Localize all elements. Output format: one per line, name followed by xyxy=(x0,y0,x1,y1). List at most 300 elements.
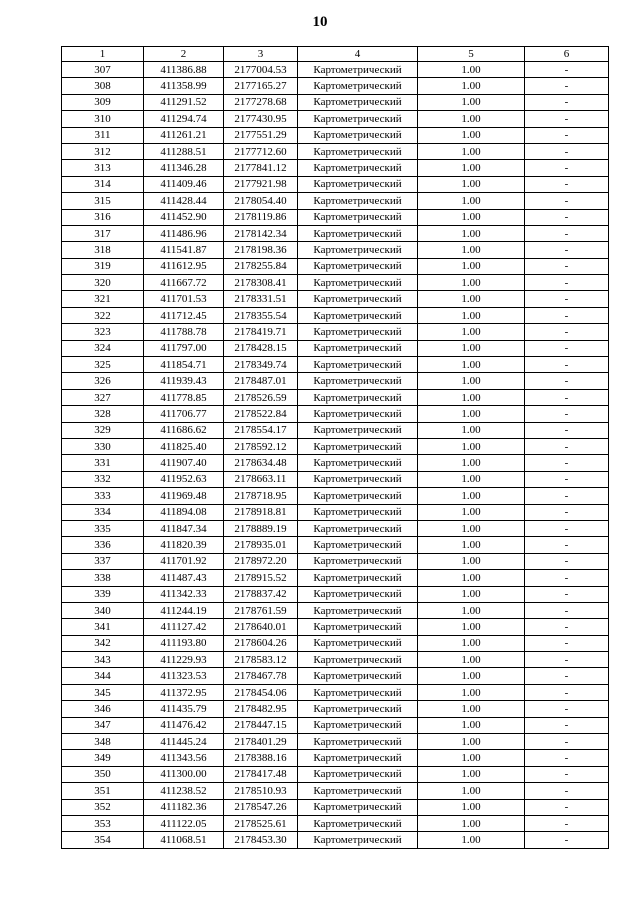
note-cell: - xyxy=(525,406,609,422)
table-row xyxy=(62,455,609,471)
note-cell: - xyxy=(525,242,609,258)
table-row xyxy=(62,111,609,127)
accuracy-cell: 1.00 xyxy=(418,586,525,602)
y-coordinate-cell: 2178889.19 xyxy=(224,520,298,536)
point-number-cell: 347 xyxy=(62,717,144,733)
note-cell: - xyxy=(525,783,609,799)
y-coordinate-cell: 2178592.12 xyxy=(224,438,298,454)
accuracy-cell: 1.00 xyxy=(418,553,525,569)
y-coordinate-cell: 2177712.60 xyxy=(224,143,298,159)
x-coordinate-cell: 411291.52 xyxy=(144,94,224,110)
x-coordinate-cell: 411476.42 xyxy=(144,717,224,733)
x-coordinate-cell: 411969.48 xyxy=(144,488,224,504)
y-coordinate-cell: 2177278.68 xyxy=(224,94,298,110)
x-coordinate-cell: 411541.87 xyxy=(144,242,224,258)
y-coordinate-cell: 2178583.12 xyxy=(224,652,298,668)
y-coordinate-cell: 2178255.84 xyxy=(224,258,298,274)
accuracy-cell: 1.00 xyxy=(418,471,525,487)
note-cell: - xyxy=(525,275,609,291)
table-row xyxy=(62,586,609,602)
accuracy-cell: 1.00 xyxy=(418,684,525,700)
accuracy-cell: 1.00 xyxy=(418,520,525,536)
accuracy-cell: 1.00 xyxy=(418,668,525,684)
y-coordinate-cell: 2178467.78 xyxy=(224,668,298,684)
y-coordinate-cell: 2177004.53 xyxy=(224,62,298,78)
x-coordinate-cell: 411487.43 xyxy=(144,570,224,586)
table-row xyxy=(62,799,609,815)
point-number-cell: 313 xyxy=(62,160,144,176)
method-cell: Картометрический xyxy=(298,291,418,307)
x-coordinate-cell: 411343.56 xyxy=(144,750,224,766)
y-coordinate-cell: 2178522.84 xyxy=(224,406,298,422)
y-coordinate-cell: 2177551.29 xyxy=(224,127,298,143)
point-number-cell: 316 xyxy=(62,209,144,225)
point-number-cell: 332 xyxy=(62,471,144,487)
note-cell: - xyxy=(525,94,609,110)
column-header: 4 xyxy=(298,47,418,62)
table-row xyxy=(62,734,609,750)
accuracy-cell: 1.00 xyxy=(418,176,525,192)
column-header: 6 xyxy=(525,47,609,62)
point-number-cell: 350 xyxy=(62,766,144,782)
x-coordinate-cell: 411122.05 xyxy=(144,815,224,831)
x-coordinate-cell: 411847.34 xyxy=(144,520,224,536)
method-cell: Картометрический xyxy=(298,258,418,274)
note-cell: - xyxy=(525,520,609,536)
note-cell: - xyxy=(525,438,609,454)
x-coordinate-cell: 411907.40 xyxy=(144,455,224,471)
point-number-cell: 340 xyxy=(62,602,144,618)
table-row xyxy=(62,389,609,405)
x-coordinate-cell: 411788.78 xyxy=(144,324,224,340)
note-cell: - xyxy=(525,143,609,159)
x-coordinate-cell: 411894.08 xyxy=(144,504,224,520)
method-cell: Картометрический xyxy=(298,193,418,209)
accuracy-cell: 1.00 xyxy=(418,602,525,618)
method-cell: Картометрический xyxy=(298,471,418,487)
method-cell: Картометрический xyxy=(298,111,418,127)
accuracy-cell: 1.00 xyxy=(418,766,525,782)
y-coordinate-cell: 2178308.41 xyxy=(224,275,298,291)
note-cell: - xyxy=(525,111,609,127)
header-row xyxy=(62,47,609,62)
method-cell: Картометрический xyxy=(298,242,418,258)
method-cell: Картометрический xyxy=(298,701,418,717)
method-cell: Картометрический xyxy=(298,209,418,225)
accuracy-cell: 1.00 xyxy=(418,340,525,356)
method-cell: Картометрический xyxy=(298,602,418,618)
accuracy-cell: 1.00 xyxy=(418,373,525,389)
y-coordinate-cell: 2178663.11 xyxy=(224,471,298,487)
table-row xyxy=(62,78,609,94)
table-row xyxy=(62,701,609,717)
x-coordinate-cell: 411452.90 xyxy=(144,209,224,225)
accuracy-cell: 1.00 xyxy=(418,62,525,78)
point-number-cell: 309 xyxy=(62,94,144,110)
y-coordinate-cell: 2178554.17 xyxy=(224,422,298,438)
y-coordinate-cell: 2178547.26 xyxy=(224,799,298,815)
point-number-cell: 346 xyxy=(62,701,144,717)
note-cell: - xyxy=(525,225,609,241)
x-coordinate-cell: 411435.79 xyxy=(144,701,224,717)
note-cell: - xyxy=(525,340,609,356)
accuracy-cell: 1.00 xyxy=(418,832,525,848)
y-coordinate-cell: 2178837.42 xyxy=(224,586,298,602)
y-coordinate-cell: 2178510.93 xyxy=(224,783,298,799)
y-coordinate-cell: 2178119.86 xyxy=(224,209,298,225)
note-cell: - xyxy=(525,635,609,651)
table-row xyxy=(62,602,609,618)
method-cell: Картометрический xyxy=(298,570,418,586)
accuracy-cell: 1.00 xyxy=(418,815,525,831)
method-cell: Картометрический xyxy=(298,324,418,340)
point-number-cell: 336 xyxy=(62,537,144,553)
accuracy-cell: 1.00 xyxy=(418,635,525,651)
x-coordinate-cell: 411229.93 xyxy=(144,652,224,668)
point-number-cell: 345 xyxy=(62,684,144,700)
accuracy-cell: 1.00 xyxy=(418,504,525,520)
note-cell: - xyxy=(525,602,609,618)
table-row xyxy=(62,357,609,373)
x-coordinate-cell: 411346.28 xyxy=(144,160,224,176)
y-coordinate-cell: 2178447.15 xyxy=(224,717,298,733)
point-number-cell: 338 xyxy=(62,570,144,586)
table-row xyxy=(62,209,609,225)
accuracy-cell: 1.00 xyxy=(418,291,525,307)
note-cell: - xyxy=(525,684,609,700)
point-number-cell: 310 xyxy=(62,111,144,127)
note-cell: - xyxy=(525,455,609,471)
x-coordinate-cell: 411342.33 xyxy=(144,586,224,602)
y-coordinate-cell: 2178718.95 xyxy=(224,488,298,504)
y-coordinate-cell: 2178054.40 xyxy=(224,193,298,209)
accuracy-cell: 1.00 xyxy=(418,111,525,127)
note-cell: - xyxy=(525,586,609,602)
method-cell: Картометрический xyxy=(298,635,418,651)
note-cell: - xyxy=(525,209,609,225)
table-row xyxy=(62,193,609,209)
note-cell: - xyxy=(525,193,609,209)
table-row xyxy=(62,832,609,848)
table-row xyxy=(62,422,609,438)
point-number-cell: 352 xyxy=(62,799,144,815)
note-cell: - xyxy=(525,537,609,553)
point-number-cell: 324 xyxy=(62,340,144,356)
accuracy-cell: 1.00 xyxy=(418,438,525,454)
point-number-cell: 327 xyxy=(62,389,144,405)
x-coordinate-cell: 411486.96 xyxy=(144,225,224,241)
accuracy-cell: 1.00 xyxy=(418,275,525,291)
x-coordinate-cell: 411323.53 xyxy=(144,668,224,684)
point-number-cell: 335 xyxy=(62,520,144,536)
method-cell: Картометрический xyxy=(298,373,418,389)
y-coordinate-cell: 2178915.52 xyxy=(224,570,298,586)
table-row xyxy=(62,62,609,78)
note-cell: - xyxy=(525,78,609,94)
x-coordinate-cell: 411127.42 xyxy=(144,619,224,635)
method-cell: Картометрический xyxy=(298,488,418,504)
y-coordinate-cell: 2178935.01 xyxy=(224,537,298,553)
method-cell: Картометрический xyxy=(298,225,418,241)
x-coordinate-cell: 411952.63 xyxy=(144,471,224,487)
method-cell: Картометрический xyxy=(298,406,418,422)
x-coordinate-cell: 411193.80 xyxy=(144,635,224,651)
accuracy-cell: 1.00 xyxy=(418,258,525,274)
point-number-cell: 353 xyxy=(62,815,144,831)
method-cell: Картометрический xyxy=(298,750,418,766)
method-cell: Картометрический xyxy=(298,652,418,668)
table-row xyxy=(62,242,609,258)
point-number-cell: 334 xyxy=(62,504,144,520)
column-header: 3 xyxy=(224,47,298,62)
method-cell: Картометрический xyxy=(298,783,418,799)
y-coordinate-cell: 2178331.51 xyxy=(224,291,298,307)
table-row xyxy=(62,619,609,635)
x-coordinate-cell: 411712.45 xyxy=(144,307,224,323)
accuracy-cell: 1.00 xyxy=(418,78,525,94)
x-coordinate-cell: 411238.52 xyxy=(144,783,224,799)
table-row xyxy=(62,160,609,176)
point-number-cell: 308 xyxy=(62,78,144,94)
accuracy-cell: 1.00 xyxy=(418,717,525,733)
point-number-cell: 307 xyxy=(62,62,144,78)
y-coordinate-cell: 2178142.34 xyxy=(224,225,298,241)
x-coordinate-cell: 411701.92 xyxy=(144,553,224,569)
method-cell: Картометрический xyxy=(298,176,418,192)
table-row xyxy=(62,324,609,340)
y-coordinate-cell: 2178417.48 xyxy=(224,766,298,782)
table-row xyxy=(62,307,609,323)
x-coordinate-cell: 411386.88 xyxy=(144,62,224,78)
note-cell: - xyxy=(525,701,609,717)
point-number-cell: 343 xyxy=(62,652,144,668)
x-coordinate-cell: 411701.53 xyxy=(144,291,224,307)
x-coordinate-cell: 411686.62 xyxy=(144,422,224,438)
table-row xyxy=(62,258,609,274)
point-number-cell: 320 xyxy=(62,275,144,291)
y-coordinate-cell: 2178419.71 xyxy=(224,324,298,340)
table-row xyxy=(62,815,609,831)
point-number-cell: 348 xyxy=(62,734,144,750)
method-cell: Картометрический xyxy=(298,94,418,110)
table-row xyxy=(62,176,609,192)
x-coordinate-cell: 411372.95 xyxy=(144,684,224,700)
x-coordinate-cell: 411261.21 xyxy=(144,127,224,143)
point-number-cell: 312 xyxy=(62,143,144,159)
table-row xyxy=(62,766,609,782)
table-row xyxy=(62,635,609,651)
y-coordinate-cell: 2178634.48 xyxy=(224,455,298,471)
accuracy-cell: 1.00 xyxy=(418,127,525,143)
method-cell: Картометрический xyxy=(298,832,418,848)
point-number-cell: 331 xyxy=(62,455,144,471)
table-row xyxy=(62,488,609,504)
column-header: 5 xyxy=(418,47,525,62)
accuracy-cell: 1.00 xyxy=(418,143,525,159)
x-coordinate-cell: 411294.74 xyxy=(144,111,224,127)
note-cell: - xyxy=(525,62,609,78)
accuracy-cell: 1.00 xyxy=(418,799,525,815)
table-row xyxy=(62,668,609,684)
accuracy-cell: 1.00 xyxy=(418,455,525,471)
method-cell: Картометрический xyxy=(298,438,418,454)
x-coordinate-cell: 411358.99 xyxy=(144,78,224,94)
table-body xyxy=(62,62,609,849)
y-coordinate-cell: 2178761.59 xyxy=(224,602,298,618)
note-cell: - xyxy=(525,717,609,733)
accuracy-cell: 1.00 xyxy=(418,570,525,586)
table-row xyxy=(62,127,609,143)
method-cell: Картометрический xyxy=(298,504,418,520)
table-row xyxy=(62,291,609,307)
point-number-cell: 351 xyxy=(62,783,144,799)
table-row xyxy=(62,520,609,536)
y-coordinate-cell: 2177921.98 xyxy=(224,176,298,192)
note-cell: - xyxy=(525,291,609,307)
y-coordinate-cell: 2177165.27 xyxy=(224,78,298,94)
note-cell: - xyxy=(525,422,609,438)
point-number-cell: 317 xyxy=(62,225,144,241)
method-cell: Картометрический xyxy=(298,734,418,750)
y-coordinate-cell: 2177841.12 xyxy=(224,160,298,176)
accuracy-cell: 1.00 xyxy=(418,783,525,799)
x-coordinate-cell: 411825.40 xyxy=(144,438,224,454)
table-row xyxy=(62,750,609,766)
point-number-cell: 349 xyxy=(62,750,144,766)
note-cell: - xyxy=(525,324,609,340)
method-cell: Картометрический xyxy=(298,684,418,700)
point-number-cell: 314 xyxy=(62,176,144,192)
column-header: 1 xyxy=(62,47,144,62)
y-coordinate-cell: 2178198.36 xyxy=(224,242,298,258)
table-row xyxy=(62,783,609,799)
note-cell: - xyxy=(525,127,609,143)
x-coordinate-cell: 411706.77 xyxy=(144,406,224,422)
note-cell: - xyxy=(525,832,609,848)
accuracy-cell: 1.00 xyxy=(418,225,525,241)
method-cell: Картометрический xyxy=(298,520,418,536)
y-coordinate-cell: 2178526.59 xyxy=(224,389,298,405)
point-number-cell: 319 xyxy=(62,258,144,274)
accuracy-cell: 1.00 xyxy=(418,242,525,258)
accuracy-cell: 1.00 xyxy=(418,357,525,373)
y-coordinate-cell: 2178972.20 xyxy=(224,553,298,569)
note-cell: - xyxy=(525,258,609,274)
point-number-cell: 322 xyxy=(62,307,144,323)
method-cell: Картометрический xyxy=(298,815,418,831)
x-coordinate-cell: 411182.36 xyxy=(144,799,224,815)
accuracy-cell: 1.00 xyxy=(418,734,525,750)
y-coordinate-cell: 2178604.26 xyxy=(224,635,298,651)
point-number-cell: 315 xyxy=(62,193,144,209)
table-row xyxy=(62,94,609,110)
table-row xyxy=(62,373,609,389)
method-cell: Картометрический xyxy=(298,553,418,569)
method-cell: Картометрический xyxy=(298,275,418,291)
note-cell: - xyxy=(525,766,609,782)
accuracy-cell: 1.00 xyxy=(418,389,525,405)
point-number-cell: 330 xyxy=(62,438,144,454)
y-coordinate-cell: 2178640.01 xyxy=(224,619,298,635)
table-row xyxy=(62,570,609,586)
note-cell: - xyxy=(525,750,609,766)
x-coordinate-cell: 411288.51 xyxy=(144,143,224,159)
x-coordinate-cell: 411244.19 xyxy=(144,602,224,618)
y-coordinate-cell: 2178428.15 xyxy=(224,340,298,356)
point-number-cell: 339 xyxy=(62,586,144,602)
table-row xyxy=(62,504,609,520)
method-cell: Картометрический xyxy=(298,160,418,176)
point-number-cell: 333 xyxy=(62,488,144,504)
x-coordinate-cell: 411409.46 xyxy=(144,176,224,192)
accuracy-cell: 1.00 xyxy=(418,324,525,340)
accuracy-cell: 1.00 xyxy=(418,619,525,635)
table-row xyxy=(62,340,609,356)
point-number-cell: 342 xyxy=(62,635,144,651)
method-cell: Картометрический xyxy=(298,799,418,815)
x-coordinate-cell: 411854.71 xyxy=(144,357,224,373)
table-row xyxy=(62,471,609,487)
method-cell: Картометрический xyxy=(298,668,418,684)
note-cell: - xyxy=(525,176,609,192)
accuracy-cell: 1.00 xyxy=(418,406,525,422)
accuracy-cell: 1.00 xyxy=(418,537,525,553)
note-cell: - xyxy=(525,815,609,831)
y-coordinate-cell: 2178453.30 xyxy=(224,832,298,848)
point-number-cell: 326 xyxy=(62,373,144,389)
method-cell: Картометрический xyxy=(298,586,418,602)
page-number: 10 xyxy=(312,14,328,30)
note-cell: - xyxy=(525,619,609,635)
method-cell: Картометрический xyxy=(298,389,418,405)
method-cell: Картометрический xyxy=(298,127,418,143)
method-cell: Картометрический xyxy=(298,619,418,635)
table-row xyxy=(62,652,609,668)
point-number-cell: 344 xyxy=(62,668,144,684)
method-cell: Картометрический xyxy=(298,537,418,553)
y-coordinate-cell: 2178918.81 xyxy=(224,504,298,520)
y-coordinate-cell: 2178388.16 xyxy=(224,750,298,766)
note-cell: - xyxy=(525,570,609,586)
column-header: 2 xyxy=(144,47,224,62)
x-coordinate-cell: 411667.72 xyxy=(144,275,224,291)
point-number-cell: 325 xyxy=(62,357,144,373)
method-cell: Картометрический xyxy=(298,455,418,471)
x-coordinate-cell: 411445.24 xyxy=(144,734,224,750)
note-cell: - xyxy=(525,668,609,684)
accuracy-cell: 1.00 xyxy=(418,701,525,717)
note-cell: - xyxy=(525,488,609,504)
method-cell: Картометрический xyxy=(298,357,418,373)
accuracy-cell: 1.00 xyxy=(418,209,525,225)
accuracy-cell: 1.00 xyxy=(418,422,525,438)
point-number-cell: 354 xyxy=(62,832,144,848)
accuracy-cell: 1.00 xyxy=(418,193,525,209)
point-number-cell: 323 xyxy=(62,324,144,340)
y-coordinate-cell: 2178349.74 xyxy=(224,357,298,373)
y-coordinate-cell: 2178454.06 xyxy=(224,684,298,700)
point-number-cell: 311 xyxy=(62,127,144,143)
point-number-cell: 321 xyxy=(62,291,144,307)
note-cell: - xyxy=(525,160,609,176)
x-coordinate-cell: 411428.44 xyxy=(144,193,224,209)
y-coordinate-cell: 2178487.01 xyxy=(224,373,298,389)
method-cell: Картометрический xyxy=(298,422,418,438)
coordinates-table xyxy=(61,46,609,849)
note-cell: - xyxy=(525,389,609,405)
x-coordinate-cell: 411778.85 xyxy=(144,389,224,405)
x-coordinate-cell: 411300.00 xyxy=(144,766,224,782)
